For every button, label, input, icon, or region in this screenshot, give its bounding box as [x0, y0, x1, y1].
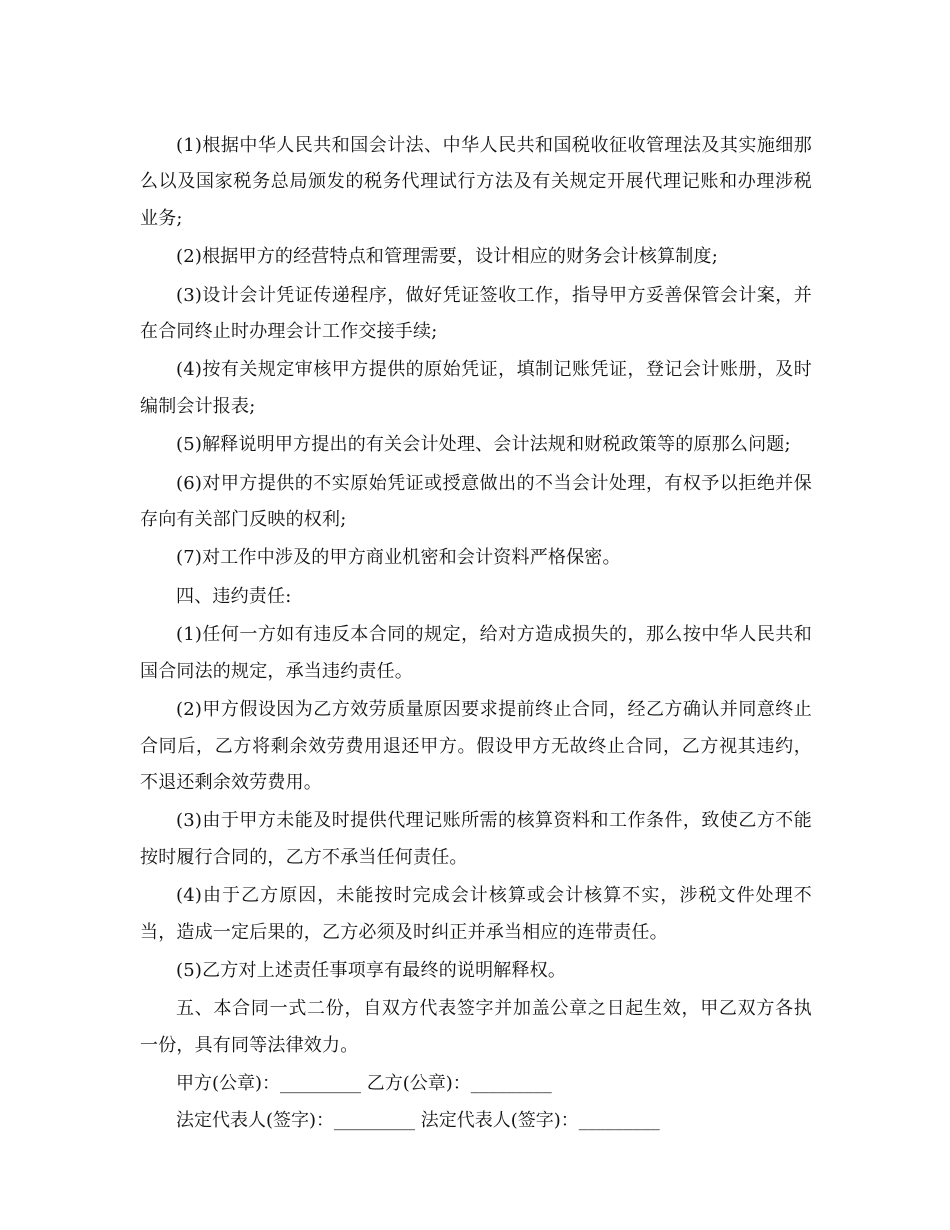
paragraph: (7)对工作中涉及的甲方商业机密和会计资料严格保密。 — [176, 547, 621, 569]
paragraph: (5)乙方对上述责任事项享有最终的说明解释权。 — [176, 959, 567, 981]
section-heading: 四、违约责任: — [176, 585, 292, 607]
paragraph: (1)根据中华人民共和国会计法、中华人民共和国税收征收管理法及其实施细那么以及国家税务总局颁发的税务代理试行方法及有关规定开展代理记账和办理涉税业务; — [140, 135, 812, 229]
representative-signature-line: 法定代表人(签字)：_________ 法定代表人(签字)：_________ — [176, 1109, 660, 1131]
paragraph: 五、本合同一式二份，自双方代表签字并加盖公章之日起生效，甲乙双方各执一份，具有同等法律效力。 — [140, 998, 812, 1056]
paragraph: (5)解释说明甲方提出的有关会计处理、会计法规和财税政策等的原那么问题; — [176, 434, 791, 456]
paragraph: (6)对甲方提供的不实原始凭证或授意做出的不当会计处理，有权予以拒绝并保存向有关部门反映的权利; — [140, 472, 812, 531]
paragraph: (3)设计会计凭证传递程序，做好凭证签收工作，指导甲方妥善保管会计案，并在合同终止时办理会计工作交接手续; — [140, 284, 812, 343]
paragraph: (4)由于乙方原因，未能按时完成会计核算或会计核算不实，涉税文件处理不当，造成一定后果的，乙方必须及时纠正并承当相应的连带责任。 — [140, 885, 812, 943]
paragraph: (3)由于甲方未能及时提供代理记账所需的核算资料和工作条件，致使乙方不能按时履行合同的，乙方不承当任何责任。 — [140, 810, 812, 868]
paragraph: (1)任何一方如有违反本合同的规定，给对方造成损失的，那么按中华人民共和国合同法的规定，承当违约责任。 — [140, 624, 812, 682]
paragraph: (4)按有关规定审核甲方提供的原始凭证，填制记账凭证，登记会计账册，及时编制会计报表; — [140, 359, 812, 417]
document-body — [140, 128, 812, 1139]
seal-signature-line: 甲方(公章)：_________ 乙方(公章)：_________ — [176, 1073, 552, 1095]
paragraph: (2)根据甲方的经营特点和管理需要，设计相应的财务会计核算制度; — [176, 246, 718, 268]
paragraph: (2)甲方假设因为乙方效劳质量原因要求提前终止合同，经乙方确认并同意终止合同后，乙方将剩余效劳费用退还甲方。假设甲方无故终止合同，乙方视其违约，不退还剩余效劳费用。 — [140, 699, 812, 793]
